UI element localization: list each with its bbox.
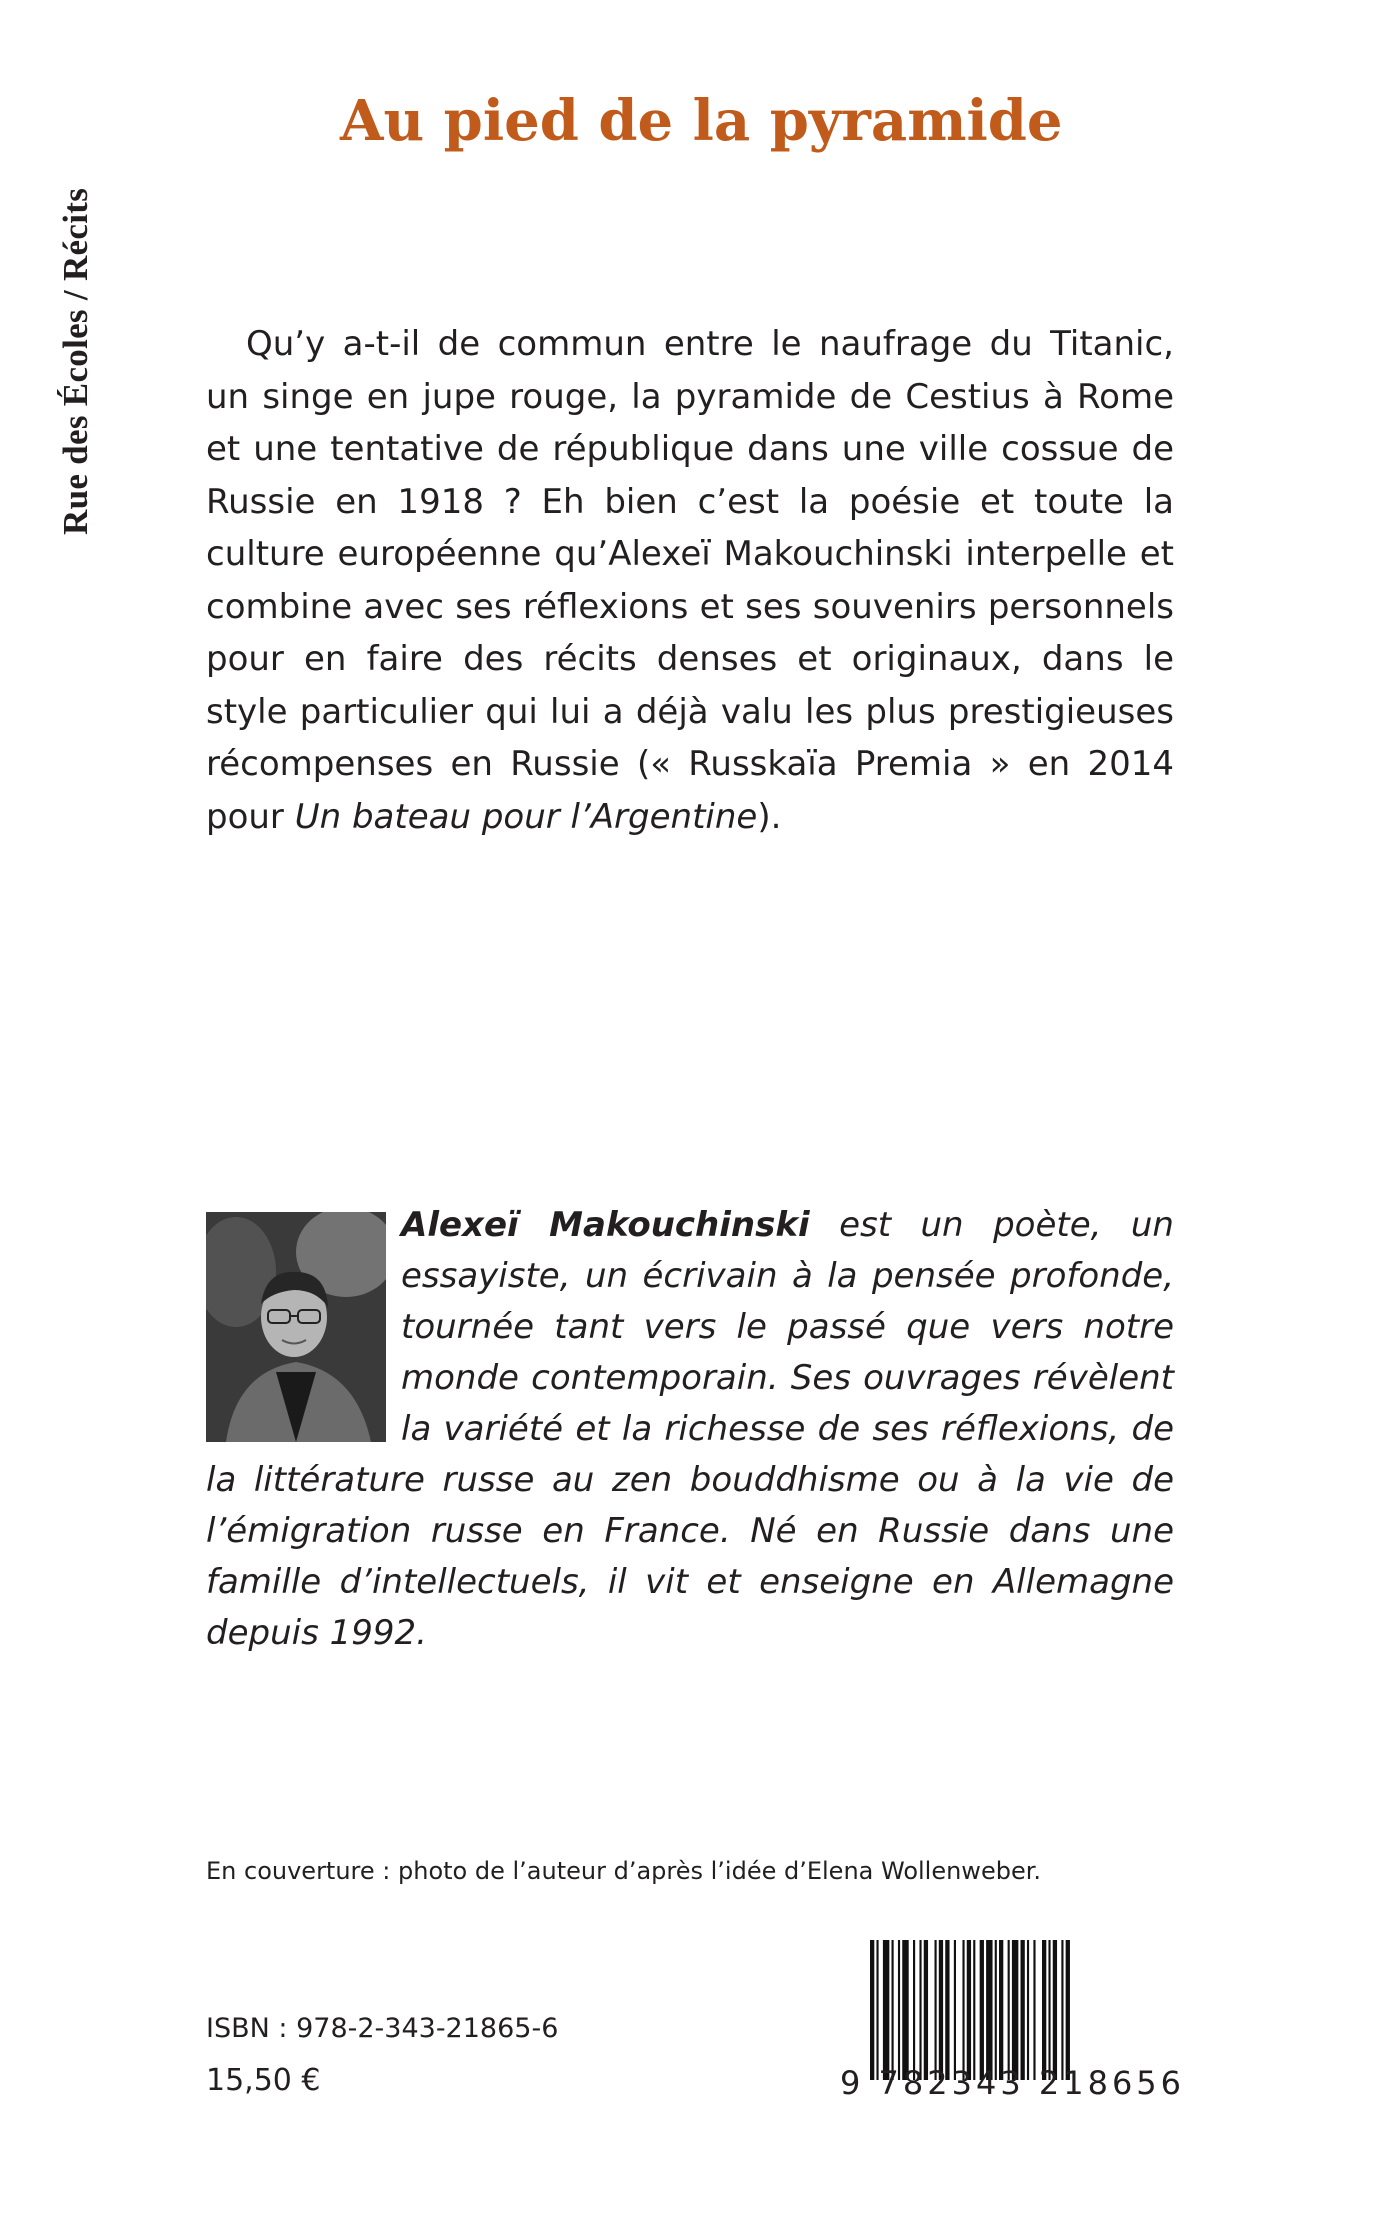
referenced-book-title: Un bateau pour l’Argentine bbox=[294, 796, 758, 837]
collection-name: Rue des Écoles / Récits bbox=[56, 187, 95, 535]
summary-text: Qu’y a-t-il de commun entre le naufrage du Titanic, un singe en jupe rouge, la pyramide de Cestius à Rome et une tentative de république dans une ville cossue de Russie en 1918 ? Eh bien c’est la poésie et toute la culture européenne qu’Alexeï Makouchinski interpelle et combine avec ses réflexions et ses souvenirs personnels pour en faire des récits denses et originaux, dans le style particulier qui lui a déjà valu les plus prestigieuses récompenses en Russie (« Russkaïa Premia » en 2014 pour bbox=[206, 324, 1174, 837]
summary-end: ). bbox=[757, 796, 782, 837]
price: 15,50 € bbox=[206, 2063, 321, 2098]
barcode-digits: 9 782343 218656 bbox=[840, 2064, 1186, 2102]
spine-label bbox=[52, 105, 98, 535]
summary-paragraph bbox=[206, 318, 1174, 843]
author-bio bbox=[206, 1200, 1174, 1659]
barcode bbox=[840, 1940, 1186, 2102]
book-title: Au pied de la pyramide bbox=[340, 88, 1063, 154]
cover-credit: En couverture : photo de l’auteur d’après l’idée d’Elena Wollenweber. bbox=[206, 1857, 1041, 1885]
isbn: ISBN : 978-2-343-21865-6 bbox=[206, 2013, 559, 2044]
barcode-bars bbox=[870, 1940, 1180, 2080]
author-name: Alexeï Makouchinski bbox=[401, 1205, 810, 1245]
bio-text: est un poète, un essayiste, un écrivain à la pensée profonde, tournée tant vers le passé que vers notre monde contemporain. Ses ouvrages révèlent la variété et la richesse de ses réflexions, de la littérature russe au zen bouddhisme ou à la vie de l’émigration russe en France. Né en Russie dans une famille d’intellectuels, il vit et enseigne en Allemagne depuis 1992. bbox=[206, 1205, 1174, 1653]
